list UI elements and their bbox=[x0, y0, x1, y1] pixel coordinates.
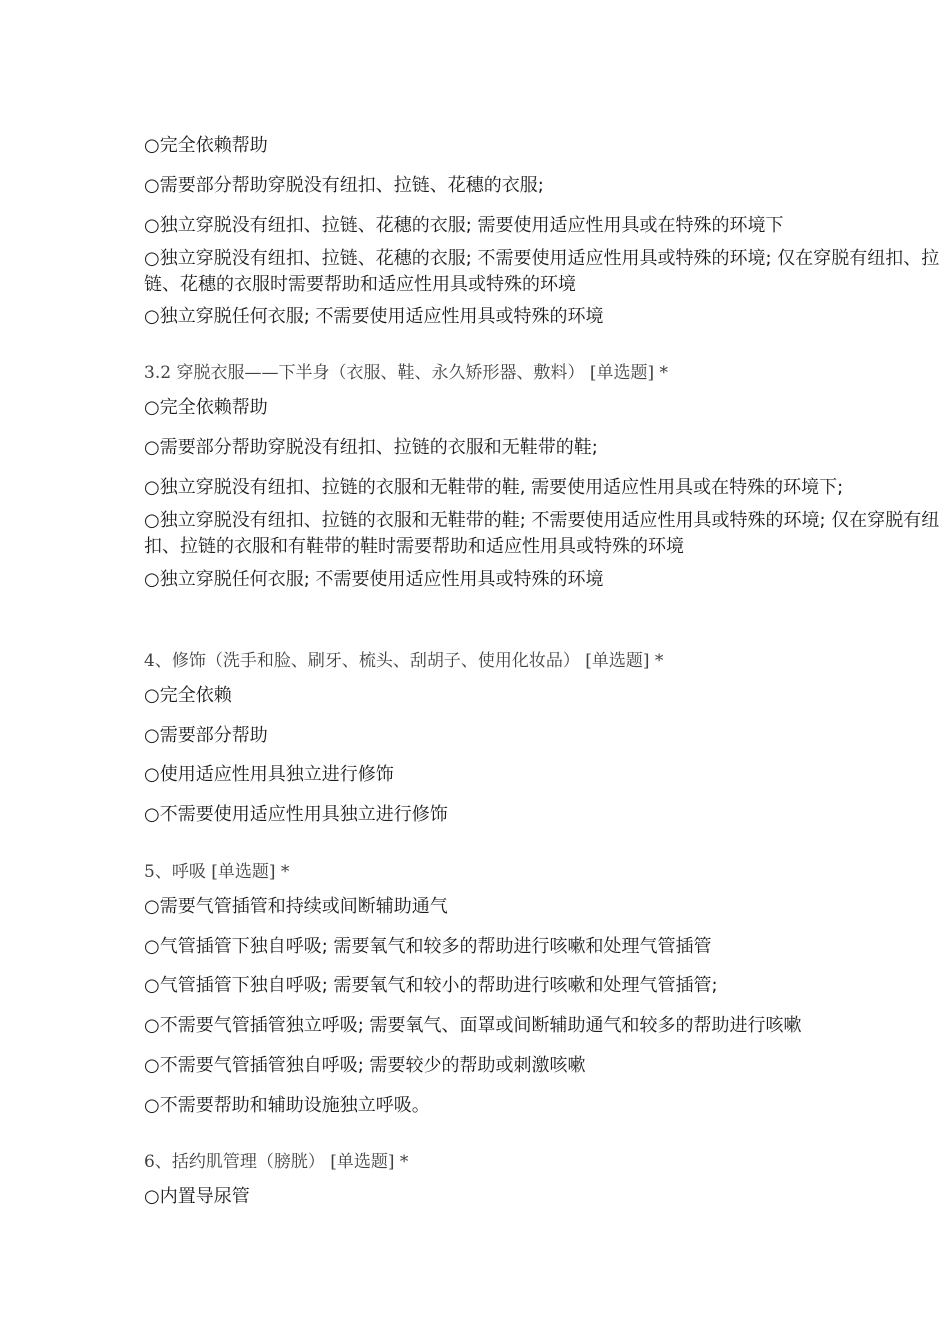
q3-1-option-3[interactable]: ○独立穿脱没有纽扣、拉链、花穗的衣服; 需要使用适应性用具或在特殊的环境下 bbox=[144, 215, 784, 236]
q5-option-2[interactable]: ○气管插管下独自呼吸; 需要氧气和较多的帮助进行咳嗽和处理气管插管 bbox=[144, 936, 712, 957]
q4-option-3[interactable]: ○使用适应性用具独立进行修饰 bbox=[144, 764, 394, 785]
q3-2-option-3[interactable]: ○独立穿脱没有纽扣、拉链的衣服和无鞋带的鞋, 需要使用适应性用具或在特殊的环境下; bbox=[144, 477, 844, 498]
q3-2-option-2[interactable]: ○需要部分帮助穿脱没有纽扣、拉链的衣服和无鞋带的鞋; bbox=[144, 437, 598, 458]
q3-2-title: 3.2 穿脱衣服——下半身（衣服、鞋、永久矫形器、敷料） [单选题] * bbox=[144, 363, 669, 383]
q5-option-3[interactable]: ○气管插管下独自呼吸; 需要氧气和较小的帮助进行咳嗽和处理气管插管; bbox=[144, 975, 718, 996]
q3-1-option-2[interactable]: ○需要部分帮助穿脱没有纽扣、拉链、花穗的衣服; bbox=[144, 175, 544, 196]
q5-option-4[interactable]: ○不需要气管插管独立呼吸; 需要氧气、面罩或间断辅助通气和较多的帮助进行咳嗽 bbox=[144, 1015, 802, 1036]
q3-2-option-1[interactable]: ○完全依赖帮助 bbox=[144, 397, 268, 418]
q4-option-1[interactable]: ○完全依赖 bbox=[144, 685, 232, 706]
q4-option-4[interactable]: ○不需要使用适应性用具独立进行修饰 bbox=[144, 804, 448, 825]
q3-1-option-1[interactable]: ○完全依赖帮助 bbox=[144, 135, 268, 156]
q6-title: 6、括约肌管理（膀胱） [单选题] * bbox=[144, 1152, 409, 1172]
q4-title: 4、修饰（洗手和脸、刷牙、梳头、刮胡子、使用化妆品） [单选题] * bbox=[144, 651, 664, 671]
q5-option-1[interactable]: ○需要气管插管和持续或间断辅助通气 bbox=[144, 896, 448, 917]
q6-option-1[interactable]: ○内置导尿管 bbox=[144, 1186, 250, 1207]
q5-option-6[interactable]: ○不需要帮助和辅助设施独立呼吸。 bbox=[144, 1095, 430, 1116]
q5-option-5[interactable]: ○不需要气管插管独自呼吸; 需要较少的帮助或刺激咳嗽 bbox=[144, 1055, 586, 1076]
q3-2-option-5[interactable]: ○独立穿脱任何衣服; 不需要使用适应性用具或特殊的环境 bbox=[144, 569, 604, 590]
q4-option-2[interactable]: ○需要部分帮助 bbox=[144, 725, 268, 746]
q3-1-option-4[interactable]: ○独立穿脱没有纽扣、拉链、花穗的衣服; 不需要使用适应性用具或特殊的环境; 仅在穿脱有纽扣、拉链、花穗的衣服时需要帮助和适应性用具或特殊的环境 bbox=[144, 248, 940, 295]
q3-2-option-4[interactable]: ○独立穿脱没有纽扣、拉链的衣服和无鞋带的鞋; 不需要使用适应性用具或特殊的环境; 仅在穿脱有纽扣、拉链的衣服和有鞋带的鞋时需要帮助和适应性用具或特殊的环境 bbox=[144, 510, 940, 557]
q5-title: 5、呼吸 [单选题] * bbox=[144, 862, 290, 882]
q3-1-option-5[interactable]: ○独立穿脱任何衣服; 不需要使用适应性用具或特殊的环境 bbox=[144, 306, 604, 327]
